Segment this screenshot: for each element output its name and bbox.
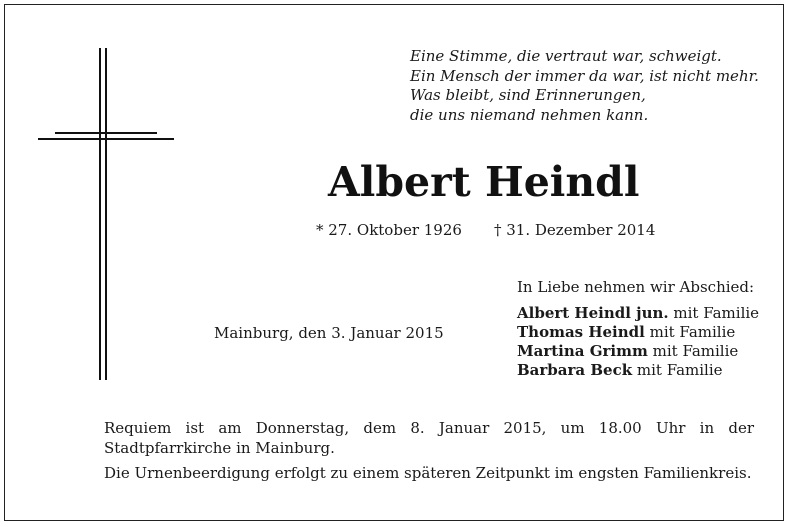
mourner-name: Thomas Heindl xyxy=(517,323,645,341)
mourner-name: Barbara Beck xyxy=(517,361,633,379)
poem-line: Eine Stimme, die vertraut war, schweigt. xyxy=(410,47,722,65)
requiem-text: Requiem ist am Donnerstag, dem 8. Januar 2015, um 18.00 Uhr in der Stadtpfarrkirche in Mainburg. xyxy=(104,419,754,457)
poem-line: Ein Mensch der immer da war, ist nicht mehr. xyxy=(410,66,759,85)
mourner-suffix: mit Familie xyxy=(644,323,736,341)
mourner-item xyxy=(517,304,759,323)
mourner-name: Martina Grimm xyxy=(517,342,648,360)
poem-line: die uns niemand nehmen kann. xyxy=(410,105,649,124)
burial-text: Die Urnenbeerdigung erfolgt zu einem späteren Zeitpunkt im engsten Familienkreis. xyxy=(104,464,752,482)
mourner-suffix: mit Familie xyxy=(647,342,739,360)
mourner-item xyxy=(517,323,759,342)
mourners-list xyxy=(517,304,759,380)
poem xyxy=(410,47,759,125)
mourner-item xyxy=(517,342,759,361)
deceased-name: Albert Heindl xyxy=(328,158,640,206)
birth-date: * 27. Oktober 1926 xyxy=(316,221,462,239)
death-date: † 31. Dezember 2014 xyxy=(494,221,656,239)
mourner-item xyxy=(517,361,759,380)
mourner-suffix: mit Familie xyxy=(632,361,723,379)
poem-line: Was bleibt, sind Erinnerungen, xyxy=(410,86,646,104)
mourner-suffix: mit Familie xyxy=(668,304,760,322)
farewell-line: In Liebe nehmen wir Abschied: xyxy=(517,278,755,296)
mourner-name: Albert Heindl jun. xyxy=(517,304,669,322)
cross-icon xyxy=(38,48,174,380)
place-and-date: Mainburg, den 3. Januar 2015 xyxy=(214,324,444,342)
